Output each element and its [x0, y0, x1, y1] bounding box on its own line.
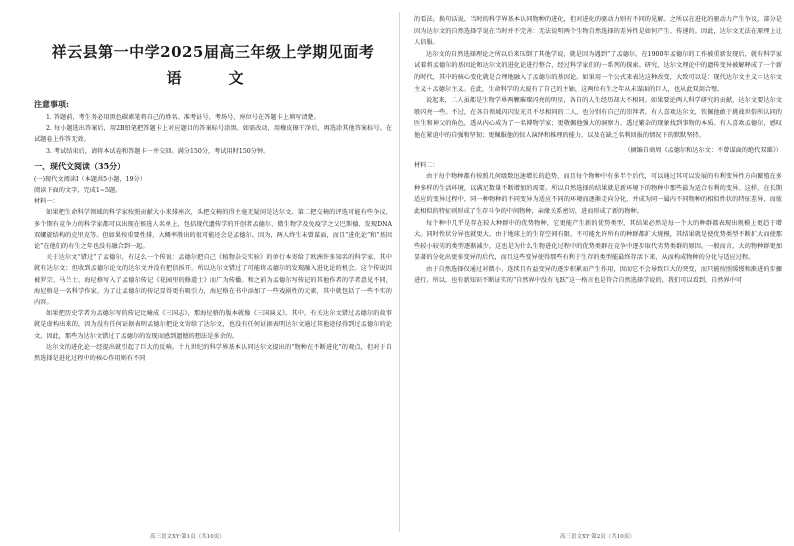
material-one-label: 材料一： [34, 198, 59, 206]
material-one-paragraph: 如果把生命科学领域的科学家按照贡献大小来排座次，头把交椅的得主毫无疑问是达尔文。第二把交椅的评选可能有些争议，多个期有竞争力的科学家都可以出现在候选人名单上，包括现代遗传学的开创者孟德尔、微生物学及免疫学之父巴斯德、发现DNA双螺旋结构的克里克等。但如果按重要性排，大概率胜出的很可能还会是孟德尔。因为，两人终生未曾谋面，而且“进化论”和“基因论”在他们的有生之年也没有融合到一起。 [34, 209, 392, 251]
notice-item-1: 1. 答题前，考生务必用黑色碳素笔将自己的姓名、准考证号、考场号、座位号在答题卡上填写清楚。 [46, 114, 320, 121]
notice-heading: 注意事项: [34, 99, 69, 109]
section-heading: 一、现代文阅读（35分） [34, 160, 126, 171]
source-citation: （摘编自商周《孟德尔和达尔文：不曾谋面的绝代双雄》） [624, 146, 782, 154]
page-footer-left: 高三语文XY·第1页（共10页） [150, 534, 225, 540]
material-two-label: 材料二： [414, 161, 439, 169]
material-two-paragraph: 每个种中几乎是存在较大种群中的优势物种，它更能产生新的优势类型，其结果必然是每一个大的种群都表现出规模上更趋于增大。同时性状分异也就更大。由于地球上的生存空间有限，不可能允许所有的种群都扩大规模，其结果就是使优势类型不断扩大而使那些较小较劣的类型逐渐减少，这也是为什么生物进化过程中的优势类群在竞争中逐步取代劣势类群的原因。一般而言，大的物种群更加显著的分化出更多变异的后代，而且这些变异使得那些有利于生存的类型能最终存活下来，从而构成物种的分化与适应过程。 [414, 219, 782, 262]
right-column [400, 0, 794, 546]
material-one-paragraph: 关于达尔文“错过”了孟德尔，有这么一个传说：孟德尔把自己《植物杂交实验》的单行本寄给了欧洲许多知名的科学家，其中就有达尔文；但收到孟德尔论文的达尔文并没有把信拆开，所以达尔文错过了可能将孟德尔的发现融入进化论的机会。这个传说因被罗宗、马兰士、海尼格写入了孟德尔传记《花园里的修道士》而广为传播。和之前为孟德尔写传记的其他作者的学者意见不同，海尼格是一名科学作家，为了让孟德尔的传记显得更有吸引力，海尼格在书中添加了一些戏剧性的元素，其中就包括了一些不实的内容。 [34, 254, 392, 307]
material-one-continued: 的看法。换句话说，当时的科学界基本认同物种的进化，但对进化的驱动力则有不同的见解。之所以在进化的驱动力产生争议，部分是因为达尔文的自然选择学说在当时并不完善：无法说明两个生物自然选择的差异性是如何产生、传递的。因此，达尔文无法在原理上让人信服。 [414, 16, 782, 47]
material-two-paragraph: 由于每个物种都有按照几何级数迅速增长的趋势，而且每个物种中有多半个后代，可以通过其可以发展的有利变异性方向繁殖在多种多样的生活环境，以满足数量不断增加的需要。所以自然选择的结果就是新环境下的物种中那些最为适合有利的变异。这样，在长期适应的变异过程中，同一种物种的不同变异为适应不同的环境而逐渐走向分化，并成为同一属内不同物种的相似性状的特征差异，而彼此相似的特征则形成了生存斗争的中间物种，亲缘关系密切，进而形成了新的物种。 [414, 173, 782, 215]
subject-title: 语 文 [166, 69, 260, 87]
page-footer-right: 高三语文XY·第2页（共10页） [560, 534, 635, 540]
section-sub-heading: (一)现代文阅读Ⅰ（本题共5小题，19分） [34, 175, 146, 183]
notice-item-3: 3. 考试结束后，请将本试卷和答题卡一并交回。满分150分，考试用时150分钟。 [46, 147, 270, 155]
material-one-paragraph: 如果把历史学者为孟德尔写的传记比喻成《三国志》，那海尼格的版本就像《三国演义》。其中，有关达尔文错过孟德尔的故事就是虚构出来的，因为没有任何证据表明孟德尔把论文寄给了达尔文，也没有任何证据表明达尔文通过其他途径得到过孟德尔的论文。因此，那些为达尔文错过了孟德尔的发现而感到遗憾的想法是多余的。 [34, 310, 392, 340]
material-one-paragraph: 达尔文的进化论一经提出就引起了巨大的反响。十九世纪的科学界基本认同达尔文提出的“物种在不断进化”的观点，但对于自然选择是进化过程中的核心作用则有不同 [34, 343, 392, 363]
material-one-paragraph: 说起来，二人虽都是生物学界两颗璀璨闪亮的明星，各自的人生经历却大不相同。如果要论两人科学研究的贡献，达尔文要达尔文般闪亮一些。不过，在各自领域闪闪发光且不尽相同的二人，也分别有自己的崇拜者。有人喜欢达尔文，钦佩他敢于挑战世俗所认同的医生和神父的角色，透从内心成为了一名博物学家；更敬佩他强大的洞察力、透过繁杂的现象找到事物的本质。有人喜欢孟德尔，感叹他在紧迫中的自强和坚韧；更佩服他的惊人演绎和推理的能力，以及在缺乏名利回报的情况下的默默坚持。 [414, 97, 782, 139]
reading-instruction: 阅读下面的文字，完成1~5题。 [34, 187, 122, 195]
material-one-paragraph: 达尔文的自然选择理论之所以后来压倒了其他学说，就是因为遇到“了孟德尔。在1900年孟德尔的工作被重新发现后，就有科学家试着将孟德尔的基因论和达尔文的进化论进行整合，经过科学家们的一系列的探索。研究，达尔文理论中的遗传变异被解释成了一个新的时代，其中的核心变化就是合理地融入了孟德尔的基因论。如果用一个公式来表达这种改变，大致可以是：现代达尔文主义＝达尔文主义＋孟德尔主义。在此，生命科学的大厦有了自己的主轴，这两位有生之年从未谋面的巨人，也从此双剑合璧。 [414, 50, 782, 93]
material-two-paragraph: 由于自然选择仅通过对微小、连续且有益变异的逐步积累而产生作用，因而它不会导致巨大的突变，而只能按照缓慢和渐进的步骤进行。所以，也有新知识不断证实的“自然界中没有飞跃”这一格言也是符合自然选择学说的。我们可以看到，自然界中可 [414, 265, 782, 285]
exam-title: 祥云县第一中学2025届高三年级上学期见面考 [51, 43, 375, 61]
notice-item-2: 2. 每小题选出答案后，用2B铅笔把答题卡上对应题目的答案标号涂黑。如需改动，用橡皮擦干净后，再选涂其他答案标号。在试题卷上作答无效。 [34, 125, 392, 144]
